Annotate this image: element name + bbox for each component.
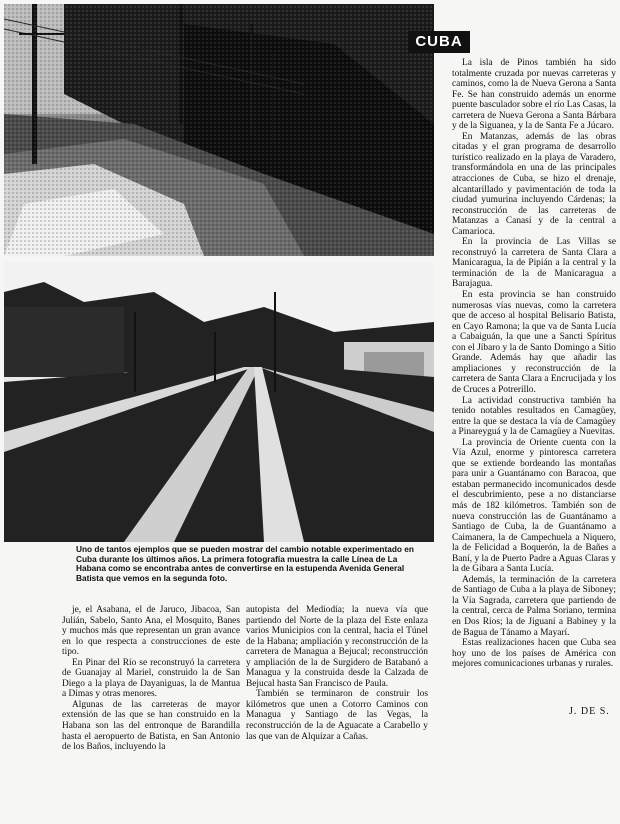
author-signature: J. DE S. bbox=[569, 706, 610, 717]
street-photo-top-image bbox=[4, 4, 434, 256]
paragraph: También se terminaron de construir los kilómetros que unen a Cotorro Caminos con Managua y Santiago de las Vegas, la reconstrucción de la de Aguacate a Carabello y las que van de Alquízar a Cañas. bbox=[246, 689, 428, 742]
paragraph: La isla de Pinos también ha sido totalmente cruzada por nuevas carreteras y caminos, como la de Nueva Gerona a Santa Fe. Se han construido además un enorme puente basculador sobre el río Las Casas, la carretera de Nueva Gerona a Santa Bárbara y de la Siguanea, y la de Santa Fe a Júcaro. bbox=[452, 58, 617, 132]
street-photo-bottom bbox=[4, 262, 434, 542]
article-column-left bbox=[62, 605, 240, 753]
section-tag: CUBA bbox=[408, 31, 470, 53]
caption-text: Uno de tantos ejemplos que se pueden mostrar del cambio notable experimentado en Cuba durante los últimos años. La primera fotografía muestra la calle Línea de La Habana como se encontraba antes de convertirse en la estupenda Avenida General Batista que vemos en la segunda foto. bbox=[76, 544, 414, 583]
article-column-middle bbox=[246, 605, 428, 742]
paragraph: Además, la terminación de la carretera de Santiago de Cuba a la playa de Siboney; la Vía Sagrada, carretera que partiendo de la central, cerca de Palma Soriano, termina en Dos Ríos; la de Jiguaní a Babiney y la de Bagua de Tánamo a Mayarí. bbox=[452, 574, 616, 638]
paragraph: En Matanzas, además de las obras citadas y el gran programa de desarrollo turístico realizado en la playa de Varadero, transformándola en una de las principales atracciones de Cuba, se hizo el drenaje, alcantarillado y pavimentación de toda la ciudad yumurina incluyendo Cárdenas; la reconstrucción de las carreteras de Matanzas a Canasí y de la central a Camarioca. bbox=[452, 131, 616, 237]
paragraph: je, el Asabana, el de Jaruco, Jibacoa, San Julián, Sabelo, Santo Ana, el Mosquito, Banes y muchos más que representan un gran avance en lo que respecta a construcciones de este tipo. bbox=[62, 605, 240, 658]
paragraph: En Pinar del Río se reconstruyó la carretera de Guanajay al Mariel, construido la de San Diego a la playa de Dayaniguas, la de Mantua a Dimas y otras menores. bbox=[62, 657, 240, 700]
photo-caption bbox=[76, 545, 422, 583]
paragraph: autopista del Mediodía; la nueva vía que partiendo del Norte de la plaza del Este enlaza varios Municipios con la central, hacia el Túnel de la Habana; ampliación y reconstrucción de la carretera de Managua a Bejucal; reconstrucción y ampliación de la de Surgidero de Batabanó a Managua y la construida desde la Calzada de Bejucal hasta San Francisco de Paula. bbox=[246, 605, 428, 689]
street-photo-bottom-image bbox=[4, 262, 434, 542]
paragraph: La provincia de Oriente cuenta con la Vía Azul, enorme y pintoresca carretera que se extiende bordeando las montañas para unir a Guantánamo con Baracoa, que estaban permanecido incomunicados desde el descubrimiento, pese a no distanciarse más de 182 kilómetros. También son de nueva construcción las de Guantánamo a Santiago de Cuba, la de Guantánamo a Caimanera, la de Campechuela a Niquero, la de Felicidad a Boquerón, la de Bañes a Baní, y la de Puerto Padre a Aguas Claras y la de Gibara a Santa Lucía. bbox=[452, 437, 616, 575]
paragraph: En esta provincia se han construido numerosas vías nuevas, como la carretera que de acceso al hospital Belisario Batista, en Cayo Ramona; la que va de Santa Lucía a Cabaiguán, la que une a Sancti Spíritus con el Jíbaro y la de Santo Domingo a Sitio Grande. Además hay que añadir las ampliaciones y reconstrucción de la carretera de Santa Clara a Encrucijada y los de Cruces a Potrerillo. bbox=[452, 290, 616, 395]
street-photo-top bbox=[4, 4, 434, 256]
paragraph: Estas realizaciones hacen que Cuba sea hoy uno de los países de América con mejores comunicaciones urbanas y rurales. bbox=[452, 638, 616, 670]
article-column-right bbox=[452, 58, 616, 670]
paragraph: Algunas de las carreteras de mayor extensión de las que se han construido en la Habana son las del entronque de Barandilla hasta el aeropuerto de Batista, en San Antonio de los Baños, incluyendo la bbox=[62, 699, 240, 753]
paragraph: La actividad constructiva también ha tenido notables resultados en Camagüey, entre la que se destaca la vía de Camagüey a Pinareyguá y la de Camagüey a Nuevitas. bbox=[452, 395, 616, 438]
paragraph: En la provincia de Las Villas se reconstruyó la carretera de Santa Clara a Manicaragua, la de Pipián a la central y la terminación de la de Manicaragua a Barajagua. bbox=[452, 237, 616, 290]
